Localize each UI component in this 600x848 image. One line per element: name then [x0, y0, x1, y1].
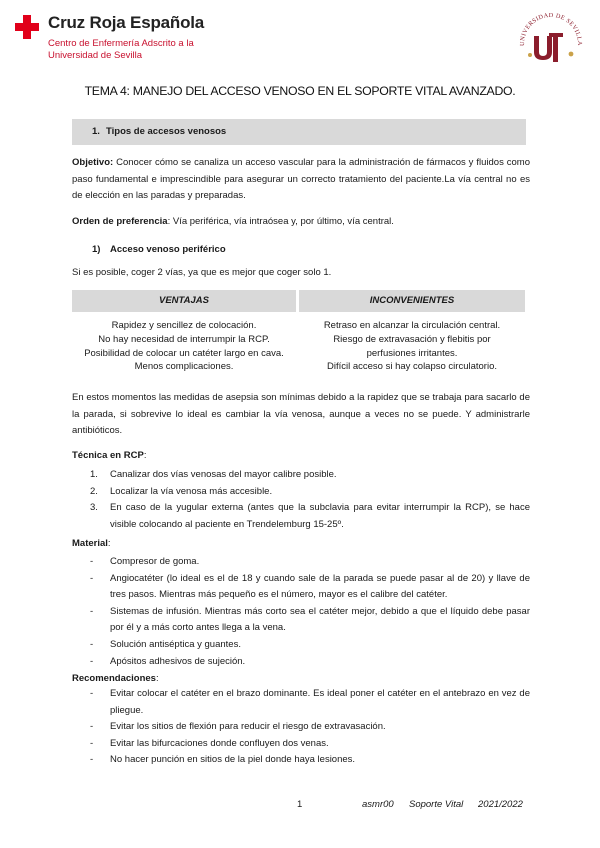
footer-year: 2021/2022 [478, 799, 523, 810]
material-heading: Material: [72, 538, 111, 549]
ventajas-column [72, 319, 296, 374]
org-name: Cruz Roja Española [48, 13, 205, 32]
table-cell: Menos complicaciones. [134, 361, 234, 373]
list-item: 2. Localizar la vía venosa más accesible. [90, 485, 273, 497]
list-item: - No hacer punción en sitios de la piel donde haya lesiones. [90, 754, 356, 766]
ventajas-label: VENTAJAS [159, 295, 209, 306]
orden-label: Orden de preferencia [72, 216, 168, 227]
svg-text:UNIVERSIDAD DE SEVILLA: UNIVERSIDAD DE SEVILLA [518, 11, 584, 46]
tecnica-heading: Técnica en RCP: [72, 450, 147, 461]
inconvenientes-column [299, 319, 525, 374]
subsection-heading [92, 244, 226, 255]
section-heading [92, 126, 226, 137]
org-subtitle-line-2: Universidad de Sevilla [48, 50, 142, 61]
list-item: - Evitar las bifurcaciones donde confluyen dos venas. [90, 737, 329, 749]
table-cell: Riesgo de extravasación y flebitis por [333, 333, 491, 345]
objetivo-label: Objetivo: [72, 157, 114, 168]
university-seal-icon [516, 8, 586, 68]
table-cell: Difícil acceso si hay colapso circulatorio. [326, 361, 497, 373]
section-number: 1. [92, 126, 100, 137]
footer-subject: Soporte Vital [409, 799, 464, 810]
list-item: 1. Canalizar dos vías venosas del mayor calibre posible. [90, 469, 337, 480]
objetivo-text: Conocer cómo se canaliza un acceso vascular para la administración de fármacos y fluidos como paso fundamental e imprescindible para asegurar un correcto tratamiento del paciente.La vía central no es de elección en las paradas y preparadas. [72, 157, 530, 202]
list-item: - Angiocatéter (lo ideal es el de 18 y cuando sale de la parada se puede pasar al de 20) y llave de tres pasos. Mientras más pequeño es el número, mayor es el calibre del catéter. [90, 572, 530, 601]
list-item: - Compresor de goma. [90, 556, 200, 567]
recomendaciones-list [72, 686, 530, 769]
table-cell: Rapidez y sencillez de colocación. [111, 320, 257, 331]
material-list [72, 554, 530, 670]
tecnica-list [72, 467, 530, 533]
table-header-inconvenientes [299, 290, 525, 312]
inconvenientes-label: INCONVENIENTES [369, 295, 455, 306]
document-title: TEMA 4: MANEJO DEL ACCESO VENOSO EN EL SOPORTE VITAL AVANZADO. [84, 84, 516, 98]
list-item: - Evitar los sitios de flexión para reducir el riesgo de extravasación. [90, 721, 386, 733]
objetivo-paragraph [72, 155, 530, 205]
recomendaciones-heading: Recomendaciones: [72, 673, 159, 684]
red-cross-logo-icon [13, 13, 41, 41]
orden-paragraph [72, 214, 530, 231]
table-cell: Retraso en alcanzar la circulación central. [323, 320, 501, 331]
table-header-ventajas [72, 290, 296, 312]
list-item: 3. En caso de la yugular externa (antes que la subclavia para evitar interrumpir la RCP), se hace visible colocando al paciente en Trendelemburg 15-25º. [90, 502, 530, 530]
asepsia-paragraph: En estos momentos las medidas de asepsia son mínimas debido a la rapidez que se trabaja para sacarlo de la parada, si sobrevive lo ideal es cambiar la vía venosa, aunque a veces no se puede. Y administrarle antibióticos. [72, 392, 530, 437]
footer-author: asmr00 [362, 799, 394, 810]
table-cell: No hay necesidad de interrumpir la RCP. [98, 333, 270, 345]
list-item: - Solución antiséptica y guantes. [90, 638, 241, 650]
list-item: - Sistemas de infusión. Mientras más corto sea el catéter mejor, debido a que el líquido debe pasar por él y a más corto antes llega a la vena. [90, 605, 530, 634]
org-subtitle-line-1: Centro de Enfermería Adscrito a la [48, 38, 194, 49]
page-number: 1 [297, 799, 303, 810]
section-heading-bar [72, 119, 526, 145]
table-cell: perfusiones irritantes. [366, 347, 458, 359]
list-item: - Apósitos adhesivos de sujeción. [90, 655, 246, 667]
orden-text: : Vía periférica, vía intraósea y, por último, vía central. [167, 216, 394, 227]
subsection-number: 1) [92, 244, 101, 255]
table-cell: Posibilidad de colocar un catéter largo en cava. [84, 347, 284, 359]
subsection-label: Acceso venoso periférico [110, 244, 226, 255]
list-item: - Evitar colocar el catéter en el brazo dominante. Es ideal poner el catéter en el antebrazo en vez de pliegue. [90, 688, 530, 716]
intro-text: Si es posible, coger 2 vías, ya que es mejor que coger solo 1. [72, 267, 332, 278]
section-label: Tipos de accesos venosos [106, 126, 227, 137]
